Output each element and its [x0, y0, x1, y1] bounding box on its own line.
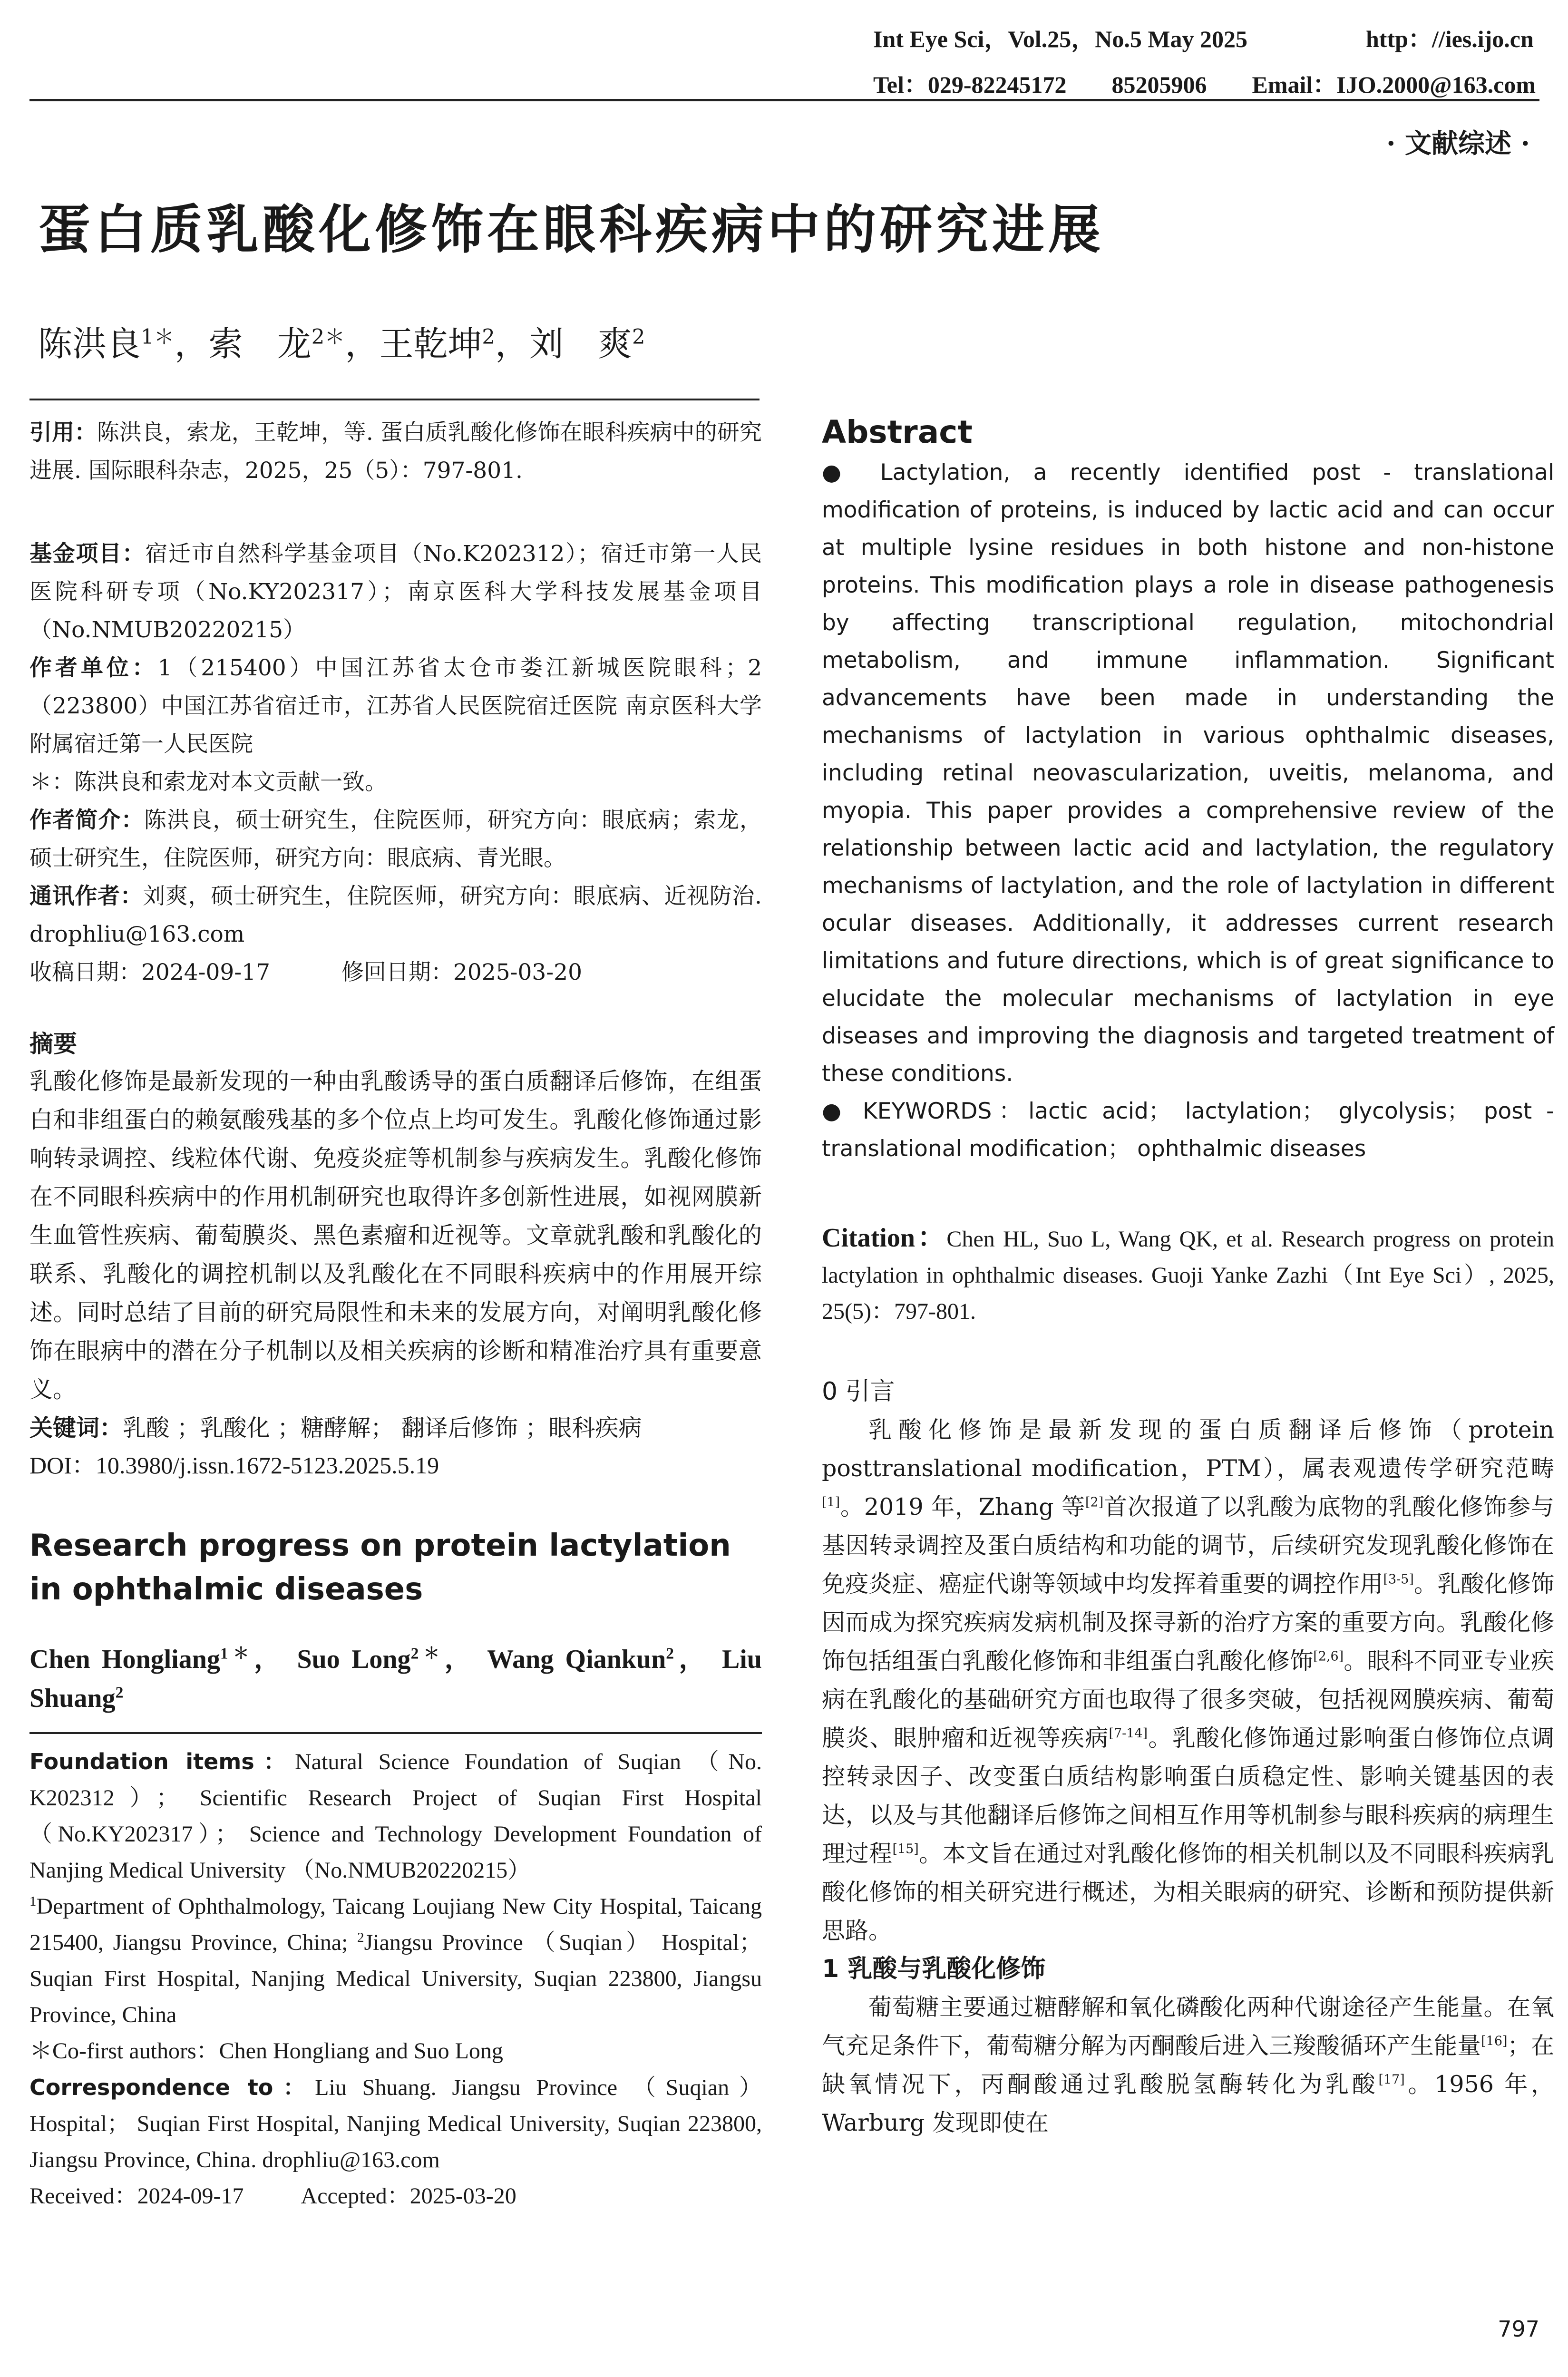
en-received: Received：2024-09-17: [29, 2183, 244, 2209]
section-tag: · 文献综述 ·: [1386, 128, 1530, 159]
section-0-heading: 0 引言: [822, 1377, 895, 1406]
sec0-text: 。乳酸化修饰通过影响蛋白修饰位点调控转录因子、改变蛋白质结构影响蛋白质稳定性、影响关键基因的表达，以及与其他翻译后修饰之间相互作用等机制参与眼科疾病的病理生理过程: [822, 1724, 1554, 1867]
keywords-zh: [29, 1409, 762, 1447]
en-author-name: Chen Hongliang: [29, 1645, 220, 1674]
keywords-en: ● KEYWORDS：lactic acid； lactylation； glycolysis； post - translational modification； ophthalmic diseases: [822, 1098, 1555, 1162]
keywords-label: 关键词：: [29, 1414, 123, 1442]
sec0-text: 。2019 年，Zhang 等: [840, 1493, 1085, 1520]
en-corr-label: Correspondence to：: [29, 2075, 315, 2100]
en-author-name: Liu Shuang: [29, 1645, 762, 1713]
bio-block: [29, 801, 762, 877]
unit-block: [29, 649, 762, 763]
author-mark: 1＊: [141, 325, 175, 349]
ref-cite[interactable]: [2,6]: [1313, 1649, 1344, 1664]
dates-line: [29, 954, 762, 992]
sec0-text: 。眼科不同亚专业疾病在乳酸化的基础研究方面也取得了很多突破，包括视网膜疾病、葡萄膜炎、眼肿瘤和近视等疾病: [822, 1647, 1554, 1752]
tel-2: 85205906: [1111, 71, 1207, 98]
header-rule: [29, 99, 1539, 101]
sec1-text: 葡萄糖主要通过糖酵解和氧化磷酸化两种代谢途径产生能量。在氧气充足条件下，葡萄糖分解为丙酮酸后进入三羧酸循环产生能量: [822, 1994, 1554, 2059]
abstract-text-en: ● Lactylation, a recently identified post - translational modification of proteins, is induced by lactic acid and can occur at multiple lysine residues in both histone and non-histone proteins. This modification plays a role in disease pathogenesis by affecting transcriptional regulation, mitochondrial metabolism, and immune inflammation. Significant advancements have been made in understanding the mechanisms of lactylation in various ophthalmic diseases, including retinal neovascularization, uveitis, melanoma, and myopia. This paper provides a comprehensive review of the relationship between lactic acid and lactylation, the regulatory mechanisms of lactylation, and the role of lactylation in different ocular diseases. Additionally, it addresses current research limitations and future directions, which is of great significance to elucidate the molecular mechanisms of lactylation in eye diseases and improving the diagnosis and targeted treatment of these conditions.: [822, 459, 1554, 1087]
citation-en: [822, 1220, 1554, 1330]
en-author-mark: 2＊: [410, 1645, 445, 1663]
section-0-paragraph: [822, 1411, 1554, 1950]
en-fund-label: Foundation items：: [29, 1749, 295, 1774]
en-author-name: Wang Qiankun: [487, 1645, 666, 1674]
citation-block: [29, 414, 762, 490]
en-dates: [29, 2178, 762, 2214]
en-author-mark: 2: [666, 1645, 674, 1663]
ref-cite[interactable]: [3-5]: [1383, 1572, 1414, 1587]
left-column: [29, 414, 762, 2214]
abstract-body-en: Lactylation, a recently identified post - translational modification of proteins, is induced by lactic acid and can occur at multiple lysine residues in both histone and non-histone proteins. This modification plays a role in disease pathogenesis by affecting transcriptional regulation, mitochondrial metabolism, and immune inflammation. Significant advancements have been made in understanding the mechanisms of lactylation in various ophthalmic diseases, including retinal neovascularization, uveitis, melanoma, and myopia. This paper provides a comprehensive review of the relationship between lactic acid and lactylation, the regulatory mechanisms of lactylation, and the role of lactylation in different ocular diseases. Additionally, it addresses current research limitations and future directions, which is of great significance to elucidate the molecular mechanisms of lactylation in eye diseases and improving the diagnosis and targeted treatment of these conditions.: [822, 459, 1554, 1087]
journal-name: Int Eye Sci，Vol.25，No.5 May 2025: [873, 26, 1248, 52]
ref-cite[interactable]: [17]: [1378, 2072, 1405, 2087]
author-mark: 2: [632, 325, 645, 349]
author-list: 陈洪良$^{1*}$，索 龙$^{2*}$，王乾坤$^2$，刘 爽$^2$: [38, 324, 645, 364]
sec1-text: 。1956 年，Warburg 发现即使在: [822, 2071, 1554, 2136]
en-corr-text: Liu Shuang. Jiangsu Province （Suqian） Hospital； Suqian First Hospital, Nanjing Medical University, Suqian 223800, Jiangsu Province, China. drophliu@163.com: [29, 2075, 762, 2172]
english-authors: Chen Hongliang$^{1*}$， Suo Long$^{2*}$， Wang Qiankun$^2$， Liu Shuang$^2$: [29, 1645, 762, 1713]
sec0-text: 首次报道了以乳酸为底物的乳酸化修饰参与基因转录调控及蛋白质结构和功能的调节，后续研究发现乳酸化修饰在免疫炎症、癌症代谢等领域中均发挥着重要的调控作用: [822, 1493, 1554, 1598]
journal-header: [873, 20, 1247, 54]
correspondence-block: [29, 877, 762, 954]
keywords-en-text: lactic acid； lactylation； glycolysis； post - translational modification； ophthalmic diseases: [822, 1098, 1555, 1162]
ref-cite[interactable]: [16]: [1481, 2034, 1508, 2049]
received-date: 收稿日期：2024-09-17: [29, 959, 270, 985]
sec1-text: ；在缺氧情况下，丙酮酸通过乳酸脱氢酶转化为乳酸: [822, 2032, 1554, 2098]
en-unit-block: $^1$Department of Ophthalmology, Taicang Loujiang New City Hospital, Taicang 215400, Jiangsu Province, China; $^2$Jiangsu Province （Suqian） Hospital； Suqian First Hospital, Nanjing Medical University, Suqian 223800, Jiangsu Province, China: [29, 1894, 762, 2027]
left-top-rule: [29, 399, 760, 400]
keywords-text: 乳酸 ；乳酸化 ；糖酵解； 翻译后修饰 ；眼科疾病: [123, 1414, 642, 1442]
abstract-heading-en: Abstract: [822, 414, 973, 450]
sec0-text: 。乳酸化修饰因而成为探究疾病发病机制及探寻新的治疗方案的重要方向。乳酸化修饰包括组蛋白乳酸化修饰和非组蛋白乳酸化修饰: [822, 1570, 1554, 1675]
fund-block: [29, 535, 762, 649]
corr-text: 刘爽，硕士研究生，住院医师，研究方向：眼底病、近视防治. drophliu@163.com: [29, 883, 762, 947]
sec0-text: 乳酸化修饰是最新发现的蛋白质翻译后修饰（protein posttranslational modification，PTM），属表观遗传学研究范畴: [822, 1416, 1554, 1482]
keywords-en-label: KEYWORDS：: [862, 1098, 1029, 1124]
doi[interactable]: DOI：10.3980/j.issn.1672-5123.2025.5.19: [29, 1452, 439, 1479]
en-cofirst-note: ＊Co-first authors：Chen Hongliang and Suo Long: [29, 2038, 503, 2064]
corr-label: 通讯作者：: [29, 883, 143, 909]
bio-label: 作者简介：: [29, 807, 144, 833]
author-mark: 2＊: [311, 325, 345, 349]
abstract-heading-zh: 摘要: [29, 1030, 77, 1058]
right-column: [822, 414, 1554, 2142]
en-author-mark: 1＊: [220, 1645, 254, 1663]
section-1-paragraph: [822, 1988, 1554, 2142]
author-name: 索 龙: [208, 324, 312, 364]
en-fund-block: [29, 1744, 762, 1889]
en-correspondence: [29, 2069, 762, 2178]
en-author-mark: 2: [115, 1684, 124, 1702]
page-number: 797: [1498, 2316, 1539, 2342]
author-name: 陈洪良: [38, 324, 141, 364]
abstract-text-zh: 乳酸化修饰是最新发现的一种由乳酸诱导的蛋白质翻译后修饰，在组蛋白和非组蛋白的赖氨酸残基的多个位点上均可发生。乳酸化修饰通过影响转录调控、线粒体代谢、免疫炎症等机制参与疾病发生。乳酸化修饰在不同眼科疾病中的作用机制研究也取得许多创新性进展，如视网膜新生血管性疾病、葡萄膜炎、黑色素瘤和近视等。文章就乳酸和乳酸化的联系、乳酸化的调控机制以及乳酸化在不同眼科疾病中的作用展开综述。同时总结了目前的研究局限性和未来的发展方向，对阐明乳酸化修饰在眼病中的潜在分子机制以及相关疾病的诊断和精准治疗具有重要意义。: [29, 1068, 762, 1403]
ref-cite[interactable]: [7-14]: [1109, 1726, 1148, 1741]
author-name: 王乾坤: [379, 324, 482, 364]
ref-cite[interactable]: [1]: [822, 1495, 840, 1510]
bio-text: 陈洪良，硕士研究生，住院医师，研究方向：眼底病；索龙，硕士研究生，住院医师，研究方向：眼底病、青光眼。: [29, 807, 762, 871]
author-mark: 2: [482, 325, 495, 349]
equal-contribution-note: ＊：陈洪良和索龙对本文贡献一致。: [29, 769, 387, 795]
en-unit-1: Department of Ophthalmology, Taicang Loujiang New City Hospital, Taicang 215400, Jiangsu Province, China;: [29, 1894, 762, 1955]
fund-label: 基金项目：: [29, 541, 146, 567]
sec0-text: 。本文旨在通过对乳酸化修饰的相关机制以及不同眼科疾病乳酸化修饰的相关研究进行概述，为相关眼病的研究、诊断和预防提供新思路。: [822, 1840, 1554, 1944]
ref-cite[interactable]: [2]: [1085, 1495, 1104, 1510]
revised-date: 修回日期：2025-03-20: [341, 959, 582, 985]
english-authors-rule: [29, 1718, 762, 1734]
english-title: Research progress on protein lactylation in ophthalmic diseases: [29, 1528, 731, 1607]
unit-label: 作者单位：: [29, 655, 158, 681]
tel: Tel：029-82245172: [873, 71, 1067, 98]
en-author-name: Suo Long: [297, 1645, 411, 1674]
citation-text: 陈洪良，索龙，王乾坤，等. 蛋白质乳酸化修饰在眼科疾病中的研究进展. 国际眼科杂志，2025，25（5）：797-801.: [29, 419, 762, 484]
contact-line: [873, 66, 1536, 100]
citation-en-label: Citation：: [822, 1223, 947, 1253]
en-fund-text: Natural Science Foundation of Suqian （No. K202312）； Scientific Research Project of Suqian First Hospital （No.KY202317）； Science and Technology Development Foundation of Nanjing Medical University （No.NMUB20220215）: [29, 1749, 762, 1883]
author-name: 刘 爽: [529, 324, 632, 364]
ref-cite[interactable]: [15]: [892, 1841, 919, 1857]
en-unit-2: Jiangsu Province （Suqian） Hospital； Suqian First Hospital, Nanjing Medical University, Suqian 223800, Jiangsu Province, China: [29, 1930, 762, 2027]
citation-en-text: Chen HL, Suo L, Wang QK, et al. Research progress on protein lactylation in ophthalmic diseases. Guoji Yanke Zazhi（Int Eye Sci）, 2025, 25(5)：797-801.: [822, 1227, 1555, 1324]
fund-text: 宿迁市自然科学基金项目（No.K202312）；宿迁市第一人民医院科研专项（No.KY202317）；南京医科大学科技发展基金项目（No.NMUB20220215）: [29, 541, 762, 643]
page-title: 蛋白质乳酸化修饰在眼科疾病中的研究进展: [38, 199, 1104, 260]
en-accepted: Accepted：2025-03-20: [301, 2183, 516, 2209]
email[interactable]: Email：IJO.2000@163.com: [1252, 71, 1536, 98]
unit-text: 1（215400）中国江苏省太仓市娄江新城医院眼科；2（223800）中国江苏省宿迁市，江苏省人民医院宿迁医院 南京医科大学附属宿迁第一人民医院: [29, 655, 762, 757]
section-1-heading: 1 乳酸与乳酸化修饰: [822, 1955, 1046, 1983]
journal-url[interactable]: http：//ies.ijo.cn: [1366, 26, 1534, 52]
citation-label: 引用：: [29, 419, 97, 446]
